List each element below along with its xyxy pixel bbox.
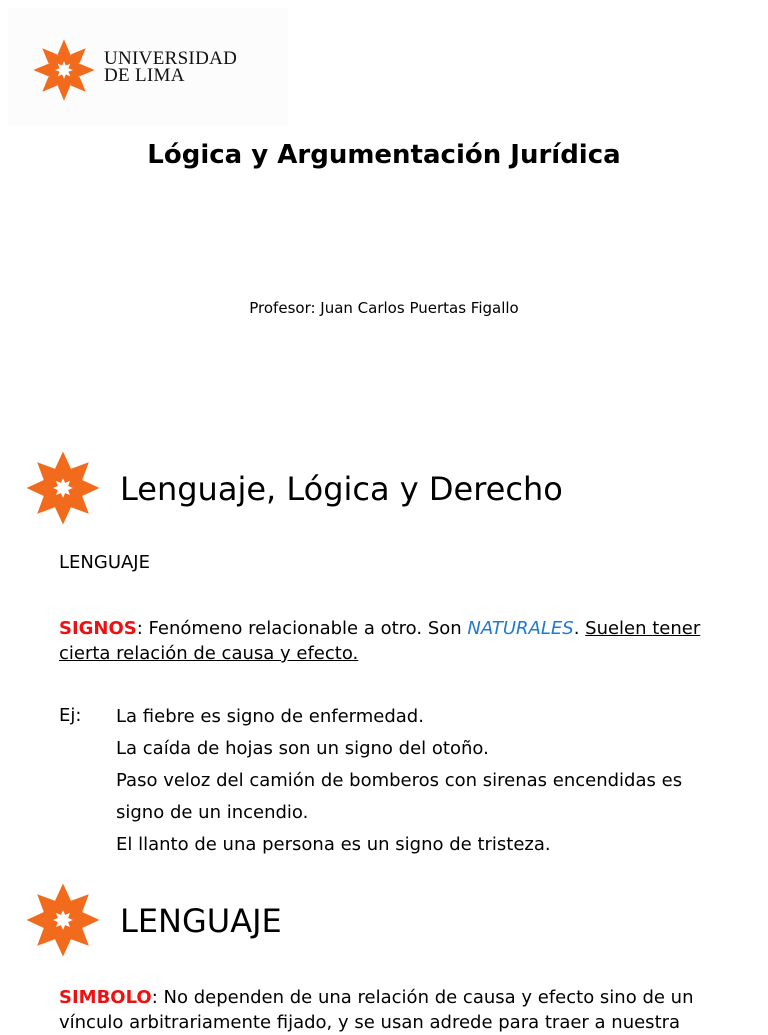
simbolo-text: : No dependen de una relación de causa y efecto sino de un vínculo arbitrariamente fijado, y se usan adrede para traer a nuestra <box>59 987 694 1033</box>
star-bullet-icon <box>25 450 101 526</box>
example-item: Paso veloz del camión de bomberos con sirenas encendidas es <box>116 770 683 791</box>
signos-definition <box>59 616 709 666</box>
signos-text-1: : Fenómeno relacionable a otro. Son <box>136 618 468 639</box>
simbolo-definition <box>59 985 739 1035</box>
simbolo-term: SIMBOLO <box>59 987 152 1008</box>
star-logo-icon <box>32 38 96 102</box>
signos-text-2: . <box>573 618 586 639</box>
signos-underlined-text: Suelen tener cierta relación de causa y efecto. <box>59 618 701 664</box>
professor-name: Profesor: Juan Carlos Puertas Figallo <box>249 299 519 317</box>
signos-term: SIGNOS <box>59 618 137 639</box>
example-item: La fiebre es signo de enfermedad. <box>116 706 424 727</box>
examples-list <box>116 701 716 861</box>
section-label: LENGUAJE <box>59 552 150 573</box>
example-item: signo de un incendio. <box>116 802 309 823</box>
section-heading: Lenguaje, Lógica y Derecho <box>120 470 563 508</box>
example-item: El llanto de una persona es un signo de tristeza. <box>116 834 551 855</box>
section-heading: LENGUAJE <box>120 902 282 940</box>
document-title: Lógica y Argumentación Jurídica <box>147 140 621 170</box>
university-logo <box>8 8 288 126</box>
example-item: La caída de hojas son un signo del otoño. <box>116 738 489 759</box>
logo-line-1: UNIVERSIDAD <box>104 48 238 69</box>
naturales-highlight: NATURALES <box>467 618 574 639</box>
logo-line-2: DE LIMA <box>104 65 185 86</box>
logo-wordmark <box>104 50 237 84</box>
example-label: Ej: <box>59 705 82 726</box>
star-bullet-icon <box>25 882 101 958</box>
